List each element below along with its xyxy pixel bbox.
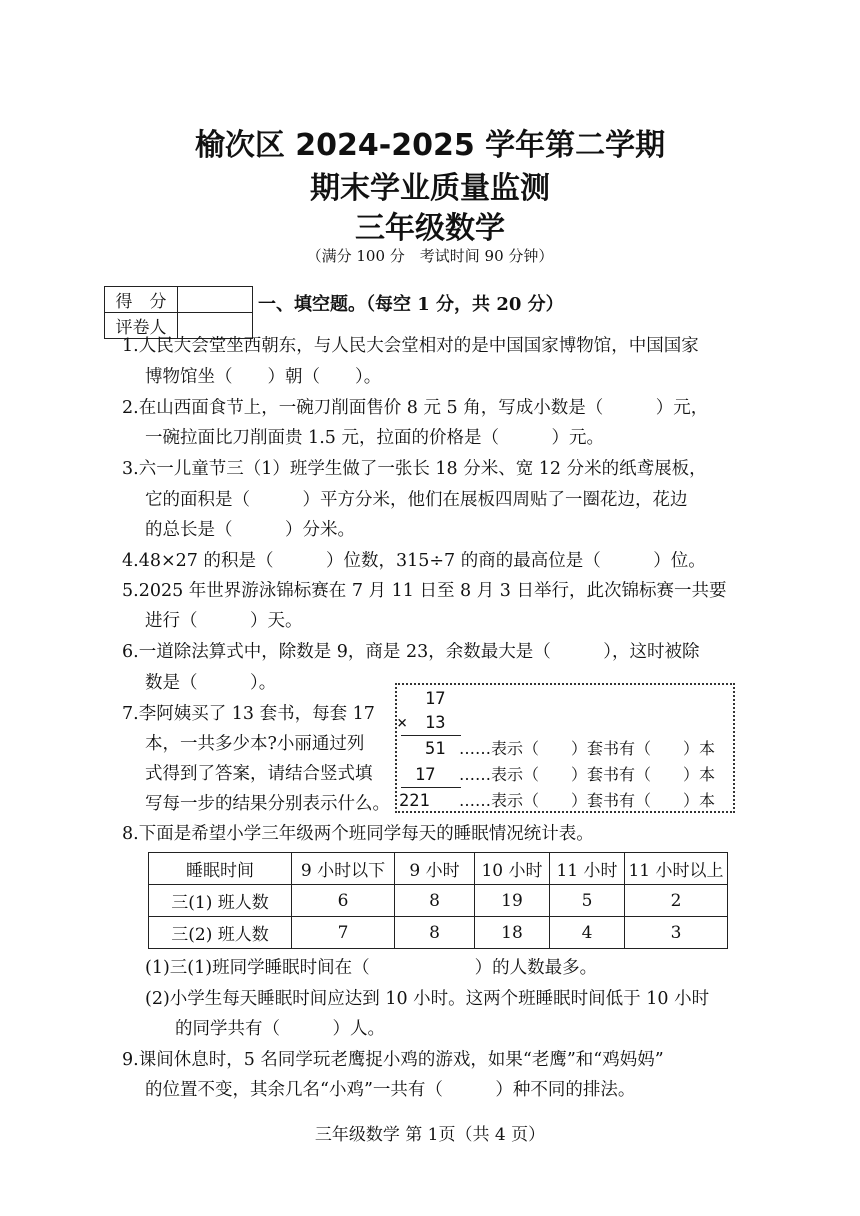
q7-line-3: 式得到了答案，请结合竖式填 xyxy=(145,764,373,784)
vertical-partial-1: 51 xyxy=(425,739,446,759)
vertical-partial-2: 17 xyxy=(415,765,436,785)
q8-sub-2-line-2: 的同学共有（ ）人。 xyxy=(175,1019,385,1039)
title-line-3: 三年级数学 xyxy=(355,211,505,246)
table-header-cell: 9 小时以下 xyxy=(292,853,395,885)
exam-note: （满分 100 分 考试时间 90 分钟） xyxy=(306,247,554,265)
table-header-cell: 睡眠时间 xyxy=(149,853,292,885)
q8-sub-1: (1)三(1)班同学睡眠时间在（ ）的人数最多。 xyxy=(145,958,598,978)
table-cell: 8 xyxy=(395,885,475,917)
section-heading: 一、填空题。（每空 1 分，共 20 分） xyxy=(258,294,564,315)
score-box xyxy=(104,286,253,339)
sleep-table xyxy=(148,852,728,949)
vertical-times-sign: × xyxy=(397,713,408,733)
table-row xyxy=(149,885,728,917)
table-cell: 8 xyxy=(395,917,475,949)
q3-line-3: 的总长是（ ）分米。 xyxy=(145,520,355,540)
vertical-product: 221 xyxy=(399,791,430,811)
q9-line-2: 的位置不变，其余几名“小鸡”一共有（ ）种不同的排法。 xyxy=(145,1080,636,1100)
table-cell: 5 xyxy=(550,885,625,917)
q8-sub-2-line-1: (2)小学生每天睡眠时间应达到 10 小时。这两个班睡眠时间低于 10 小时 xyxy=(145,989,710,1009)
q8-line-1: 8.下面是希望小学三年级两个班同学每天的睡眠情况统计表。 xyxy=(122,824,594,844)
title-line-2: 期末学业质量监测 xyxy=(310,171,550,206)
table-cell: 三(2) 班人数 xyxy=(149,917,292,949)
table-cell: 2 xyxy=(625,885,728,917)
vertical-multiplicand: 17 xyxy=(425,689,446,709)
q1-line-1: 1.人民大会堂坐西朝东，与人民大会堂相对的是中国国家博物馆，中国国家 xyxy=(122,336,699,356)
table-cell: 三(1) 班人数 xyxy=(149,885,292,917)
title-line-1: 榆次区 2024-2025 学年第二学期 xyxy=(194,128,666,163)
vertical-rule-1 xyxy=(401,735,461,736)
q6-line-2: 数是（ ）。 xyxy=(145,673,277,693)
q1-line-2: 博物馆坐（ ）朝（ ）。 xyxy=(145,367,382,387)
table-cell: 3 xyxy=(625,917,728,949)
vertical-explain-2: ……表示（ ）套书有（ ）本 xyxy=(459,765,716,784)
q4-line-1: 4.48×27 的积是（ ）位数，315÷7 的商的最高位是（ ）位。 xyxy=(122,551,706,571)
table-cell: 18 xyxy=(475,917,550,949)
q7-line-4: 写每一步的结果分别表示什么。 xyxy=(145,794,390,814)
grader-blank xyxy=(178,313,253,339)
vertical-multiplier: 13 xyxy=(425,713,446,733)
table-cell: 6 xyxy=(292,885,395,917)
vertical-explain-1: ……表示（ ）套书有（ ）本 xyxy=(459,739,716,758)
grader-label: 评卷人 xyxy=(105,313,178,339)
q5-line-2: 进行（ ）天。 xyxy=(145,611,303,631)
score-label: 得 分 xyxy=(105,287,178,313)
vertical-explain-3: ……表示（ ）套书有（ ）本 xyxy=(459,791,716,810)
q7-line-2: 本，一共多少本?小丽通过列 xyxy=(145,734,365,754)
table-header-cell: 9 小时 xyxy=(395,853,475,885)
score-blank xyxy=(178,287,253,313)
q6-line-1: 6.一道除法算式中，除数是 9，商是 23，余数最大是（ ），这时被除 xyxy=(122,642,700,662)
q2-line-1: 2.在山西面食节上，一碗刀削面售价 8 元 5 角，写成小数是（ ）元， xyxy=(122,398,709,418)
page-footer: 三年级数学 第 1页（共 4 页） xyxy=(314,1125,546,1145)
table-header-cell: 10 小时 xyxy=(475,853,550,885)
q3-line-1: 3.六一儿童节三（1）班学生做了一张长 18 分米、宽 12 分米的纸鸢展板， xyxy=(122,459,707,479)
q9-line-1: 9.课间休息时，5 名同学玩老鹰捉小鸡的游戏，如果“老鹰”和“鸡妈妈” xyxy=(122,1050,664,1070)
table-cell: 4 xyxy=(550,917,625,949)
vertical-rule-2 xyxy=(401,787,461,788)
vertical-multiplication-box xyxy=(395,683,735,813)
q7-line-1: 7.李阿姨买了 13 套书，每套 17 xyxy=(122,704,375,724)
q3-line-2: 它的面积是（ ）平方分米，他们在展板四周贴了一圈花边，花边 xyxy=(145,490,688,510)
table-header-cell: 11 小时 xyxy=(550,853,625,885)
table-header-cell: 11 小时以上 xyxy=(625,853,728,885)
table-cell: 19 xyxy=(475,885,550,917)
table-cell: 7 xyxy=(292,917,395,949)
q2-line-2: 一碗拉面比刀削面贵 1.5 元，拉面的价格是（ ）元。 xyxy=(145,428,604,448)
table-header-row xyxy=(149,853,728,885)
q5-line-1: 5.2025 年世界游泳锦标赛在 7 月 11 日至 8 月 3 日举行，此次锦标赛一共要 xyxy=(122,581,727,601)
table-row xyxy=(149,917,728,949)
